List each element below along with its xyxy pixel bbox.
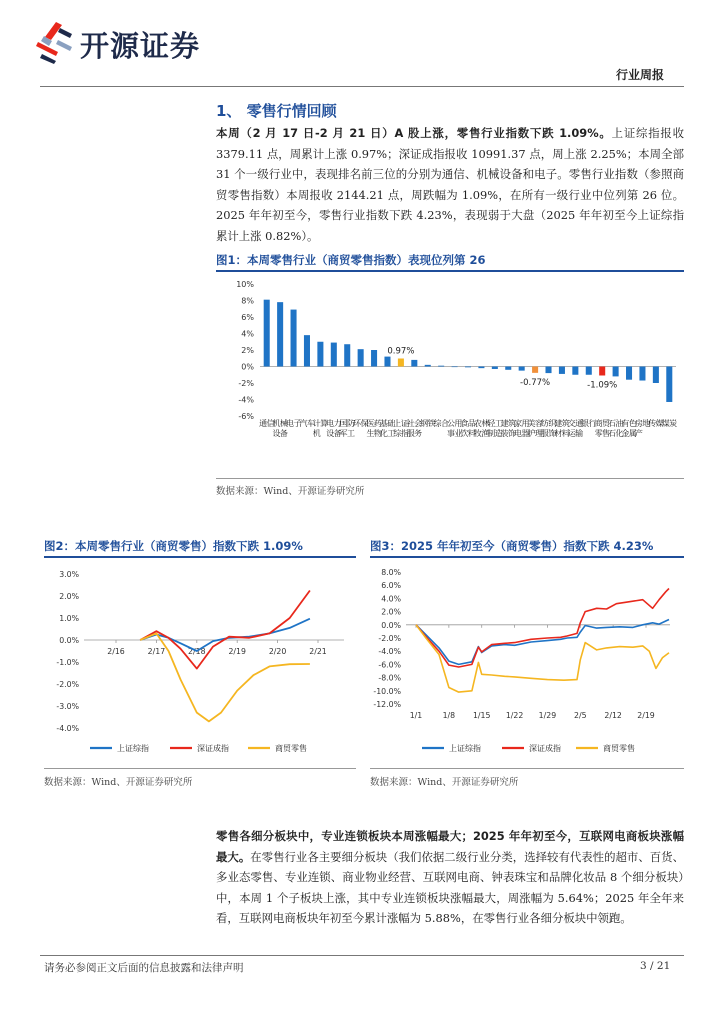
bar xyxy=(371,350,377,367)
bar xyxy=(465,367,471,368)
y-tick-label: 6.0% xyxy=(381,581,401,591)
category-label: 石 xyxy=(608,429,617,438)
y-tick-label: 0.0% xyxy=(381,620,401,630)
category-label: 有 xyxy=(621,419,630,428)
data-label: -1.09% xyxy=(587,380,618,391)
category-label: 备 xyxy=(279,429,288,438)
legend-label: 深证成指 xyxy=(529,744,561,753)
category-label: 造 xyxy=(494,429,503,438)
category-label: 食 xyxy=(460,419,469,428)
category-label: 属 xyxy=(628,429,637,438)
category-label: 生 xyxy=(366,429,375,438)
category-label: 石 xyxy=(608,419,617,428)
bar xyxy=(519,367,525,371)
category-label: 贸 xyxy=(601,419,610,428)
header-rule xyxy=(40,86,684,87)
y-tick-label: -12.0% xyxy=(373,700,401,709)
category-label: 材 xyxy=(554,429,563,438)
category-label: 服 xyxy=(406,429,415,438)
category-label: 合 xyxy=(440,419,449,428)
bar xyxy=(344,344,350,366)
category-label: 油 xyxy=(615,419,624,428)
category-label: 用 xyxy=(454,419,463,428)
category-label: 建 xyxy=(500,419,509,428)
bar xyxy=(384,357,390,367)
x-tick-label: 2/21 xyxy=(309,647,327,656)
category-label: 运 xyxy=(567,429,576,438)
intro-paragraph xyxy=(216,123,684,246)
category-label: 综 xyxy=(433,419,442,428)
intro-lead: 本周（2 月 17 日-2 月 21 日）A 股上涨，零售行业指数下跌 1.09%。 xyxy=(216,126,612,140)
y-tick-label: 0.0% xyxy=(59,636,79,645)
category-label: 社 xyxy=(406,419,415,428)
category-label: 炭 xyxy=(669,419,678,428)
bar xyxy=(586,367,592,375)
category-label: 备 xyxy=(333,429,342,438)
y-tick-label: -6.0% xyxy=(378,660,401,670)
category-label: 电 xyxy=(326,419,335,428)
y-tick-label: 2.0% xyxy=(381,607,401,617)
category-label: 机 xyxy=(272,419,281,428)
category-label: 家 xyxy=(514,419,523,428)
y-tick-label: -4.0% xyxy=(378,647,401,657)
fig1-title: 图1：本周零售行业（商贸零售指数）表现位列第 26 xyxy=(216,253,486,267)
bar xyxy=(666,367,672,402)
category-label: 工 xyxy=(387,429,396,438)
fig3-title-rule xyxy=(370,556,684,558)
y-tick-label: -4% xyxy=(238,395,254,405)
category-label: 饮 xyxy=(460,429,469,438)
y-tick-label: 8.0% xyxy=(381,568,401,577)
x-tick-label: 2/19 xyxy=(637,711,655,720)
category-label: 产 xyxy=(634,429,643,438)
category-label: 器 xyxy=(521,429,530,438)
intro-body: 上证综指报收 3379.11 点，周累计上涨 0.97%；深证成指报收 10991.37 点，周上涨 2.25%；本周全部 31 个一级行业中，表现排名前三位的分别为通信、机械设备和电子。零售行业指数（参照商贸零售指数）本周报收 2144.21 点，周跌幅为 1.09%，在所有一级行业中位列第 26 位。2025 年年初至今，零售行业指数下跌 4.23%，表现弱于大盘（2025 年年初至今上证综指累计上涨 0.82%）。 xyxy=(216,126,684,243)
category-label: 交 xyxy=(567,419,576,428)
category-label: 设 xyxy=(272,429,281,438)
x-tick-label: 2/16 xyxy=(107,647,125,656)
y-tick-label: -1.0% xyxy=(56,658,79,667)
category-label: 输 xyxy=(575,429,584,438)
category-label: 钢 xyxy=(420,419,429,428)
legend-label: 上证综指 xyxy=(449,744,481,753)
category-label: 服 xyxy=(540,429,549,438)
category-label: 础 xyxy=(387,419,396,428)
fig2-source: 数据来源：Wind、开源证券研究所 xyxy=(44,777,193,788)
bar xyxy=(304,335,310,366)
category-label: 煤 xyxy=(661,419,670,428)
category-label: 饰 xyxy=(508,429,517,438)
fig2-title-rule xyxy=(44,556,356,558)
y-tick-label: 1.0% xyxy=(59,614,79,623)
y-tick-label: 2% xyxy=(241,346,254,355)
bar xyxy=(505,367,511,370)
bar xyxy=(639,367,645,381)
category-label: 务 xyxy=(414,429,423,438)
category-label: 保 xyxy=(360,419,369,428)
category-label: 通 xyxy=(575,419,584,428)
fig3-line-chart xyxy=(370,562,684,762)
legend-label: 商贸零售 xyxy=(603,744,635,753)
category-label: 防 xyxy=(347,419,356,428)
data-label: -0.77% xyxy=(520,377,551,388)
bar xyxy=(317,342,323,367)
y-tick-label: 3.0% xyxy=(59,570,79,579)
x-tick-label: 2/19 xyxy=(228,647,246,656)
category-label: 银 xyxy=(581,419,590,428)
category-label: 容 xyxy=(534,419,543,428)
category-label: 证 xyxy=(400,419,409,428)
y-tick-label: -8.0% xyxy=(378,673,401,683)
category-label: 美 xyxy=(527,419,536,428)
x-tick-label: 1/22 xyxy=(505,711,524,720)
bar xyxy=(478,367,484,369)
segment-body: 在零售行业各主要细分板块（我们依据二级行业分类，选择较有代表性的超市、百货、多业态零售、专业连锁、商业物业经营、互联网电商、钟表珠宝和品牌化妆品 8 个细分板块）中，本周 1 个子板块上涨，其中专业连锁板块涨幅最大，周涨幅为 5.64%；2025 年全年来看，互联网电商板块年初至今累计涨幅为 5.88%，在零售行业各细分板块中领跑。 xyxy=(216,849,684,925)
fig3-bottom-rule xyxy=(370,768,684,769)
category-label: 军 xyxy=(339,429,348,438)
y-tick-label: -4.0% xyxy=(56,724,79,733)
legend-label: 深证成指 xyxy=(197,744,229,753)
bar xyxy=(626,367,632,380)
y-tick-label: -10.0% xyxy=(373,686,401,696)
category-label: 汽 xyxy=(299,419,308,428)
x-tick-label: 1/29 xyxy=(538,711,557,720)
fig1-title-rule xyxy=(216,270,684,272)
segment-lead: 零售各细分板块中，专业连锁板块本周涨幅最大；2025 年年初至今，互联网电商板块涨幅最大。 xyxy=(216,829,684,864)
category-label: 制 xyxy=(487,429,496,438)
y-tick-label: -2% xyxy=(238,379,254,388)
x-tick-label: 1/8 xyxy=(442,711,456,720)
category-label: 环 xyxy=(353,419,362,428)
bar xyxy=(572,367,578,375)
y-tick-label: -2.0% xyxy=(56,680,79,689)
bar xyxy=(277,302,283,366)
category-label: 综 xyxy=(393,429,402,438)
fig2-line-chart xyxy=(44,562,356,762)
bar xyxy=(532,367,538,373)
fig1-bar-chart xyxy=(216,276,684,476)
data-label: 0.97% xyxy=(387,346,415,357)
company-name: 开源证券 xyxy=(80,29,201,63)
x-tick-label: 1/15 xyxy=(472,711,491,720)
bar xyxy=(492,367,498,369)
bar xyxy=(264,300,270,367)
fig3-source: 数据来源：Wind、开源证券研究所 xyxy=(370,777,519,788)
y-tick-label: 10% xyxy=(236,280,254,289)
category-label: 公 xyxy=(446,419,455,428)
bar xyxy=(331,343,337,367)
y-tick-label: 8% xyxy=(241,296,254,306)
category-label: 业 xyxy=(454,429,463,438)
category-label: 工 xyxy=(347,429,356,438)
bar xyxy=(291,310,297,367)
category-label: 子 xyxy=(293,419,302,428)
category-label: 品 xyxy=(467,419,476,428)
bar xyxy=(613,367,619,377)
y-tick-label: -2.0% xyxy=(378,634,401,643)
x-tick-label: 2/5 xyxy=(574,711,587,720)
category-label: 纺 xyxy=(540,419,549,428)
bar xyxy=(358,349,364,366)
category-label: 物 xyxy=(373,429,382,438)
fig2-bottom-rule xyxy=(44,768,356,769)
bar xyxy=(599,367,605,376)
category-label: 筑 xyxy=(561,419,570,428)
x-tick-label: 2/20 xyxy=(268,647,287,656)
category-label: 化 xyxy=(615,429,624,438)
x-tick-label: 2/12 xyxy=(604,711,622,720)
category-label: 传 xyxy=(648,419,657,428)
fig2-title: 图2：本周零售行业（商贸零售）指数下跌 1.09% xyxy=(44,539,303,553)
category-label: 零 xyxy=(594,429,603,438)
category-label: 色 xyxy=(628,419,637,428)
y-tick-label: 0% xyxy=(241,362,254,372)
category-label: 牧 xyxy=(473,429,482,438)
category-label: 工 xyxy=(494,419,503,428)
category-label: 指 xyxy=(400,429,409,438)
bar xyxy=(411,360,417,367)
category-label: 事 xyxy=(446,429,455,438)
segment-paragraph xyxy=(216,826,684,929)
y-tick-label: 4% xyxy=(241,329,254,339)
category-label: 护 xyxy=(527,429,536,438)
category-label: 织 xyxy=(548,419,557,428)
category-label: 算 xyxy=(320,419,329,428)
category-label: 地 xyxy=(642,419,651,428)
category-label: 基 xyxy=(379,419,388,428)
category-label: 媒 xyxy=(655,419,664,428)
category-label: 建 xyxy=(554,419,563,428)
category-label: 化 xyxy=(379,429,388,438)
category-label: 售 xyxy=(601,429,610,438)
category-label: 车 xyxy=(306,419,315,428)
category-label: 电 xyxy=(514,429,523,438)
category-label: 筑 xyxy=(508,419,517,428)
footer-disclaimer: 请务必参阅正文后面的信息披露和法律声明 xyxy=(44,962,244,974)
bar xyxy=(559,367,565,374)
page-number: 3 / 21 xyxy=(640,960,671,972)
y-tick-label: -6% xyxy=(238,412,254,421)
bar xyxy=(425,365,431,367)
category-label: 信 xyxy=(266,419,275,428)
section-title: 1、 零售行情回顾 xyxy=(216,102,337,120)
category-label: 电 xyxy=(285,419,294,428)
category-label: 农 xyxy=(473,419,482,428)
category-label: 料 xyxy=(467,429,476,438)
category-label: 设 xyxy=(326,429,335,438)
fig1-source: 数据来源：Wind、开源证券研究所 xyxy=(216,486,365,497)
y-tick-label: 4.0% xyxy=(381,594,401,604)
category-label: 房 xyxy=(634,419,643,428)
category-label: 饰 xyxy=(548,429,557,438)
y-tick-label: 6% xyxy=(241,313,254,322)
series-line xyxy=(416,620,669,665)
category-label: 理 xyxy=(534,429,543,438)
legend-label: 上证综指 xyxy=(117,744,149,753)
category-label: 料 xyxy=(561,429,570,438)
category-label: 行 xyxy=(588,419,597,428)
y-tick-label: 2.0% xyxy=(59,592,79,601)
category-label: 计 xyxy=(312,419,321,428)
category-label: 林 xyxy=(481,419,490,428)
category-label: 上 xyxy=(393,419,402,428)
x-tick-label: 2/18 xyxy=(188,647,206,656)
bar xyxy=(653,367,659,384)
category-label: 渔 xyxy=(481,429,490,438)
report-type-label: 行业周报 xyxy=(616,68,665,82)
legend-label: 商贸零售 xyxy=(275,744,307,753)
bar xyxy=(398,358,404,366)
y-tick-label: -3.0% xyxy=(56,702,79,711)
fig3-title: 图3：2025 年年初至今（商贸零售）指数下跌 4.23% xyxy=(370,539,654,553)
category-label: 医 xyxy=(366,419,375,428)
category-label: 金 xyxy=(621,429,630,438)
category-label: 机 xyxy=(312,429,321,438)
x-tick-label: 2/17 xyxy=(147,647,166,656)
category-label: 商 xyxy=(594,419,603,428)
category-label: 会 xyxy=(414,419,423,428)
bar xyxy=(452,367,458,368)
series-line xyxy=(416,625,669,692)
fig1-bottom-rule xyxy=(216,478,684,479)
bar xyxy=(438,366,444,367)
category-label: 铁 xyxy=(427,419,436,428)
x-tick-label: 1/1 xyxy=(409,711,423,720)
category-label: 用 xyxy=(521,419,530,428)
category-label: 通 xyxy=(259,419,268,428)
category-label: 国 xyxy=(339,419,348,428)
category-label: 械 xyxy=(279,419,288,428)
company-logo-icon xyxy=(34,20,74,64)
category-label: 力 xyxy=(333,419,342,428)
bar xyxy=(545,367,551,374)
category-label: 装 xyxy=(500,429,509,438)
category-label: 药 xyxy=(373,419,382,428)
footer-rule xyxy=(40,955,684,956)
category-label: 轻 xyxy=(487,419,496,428)
